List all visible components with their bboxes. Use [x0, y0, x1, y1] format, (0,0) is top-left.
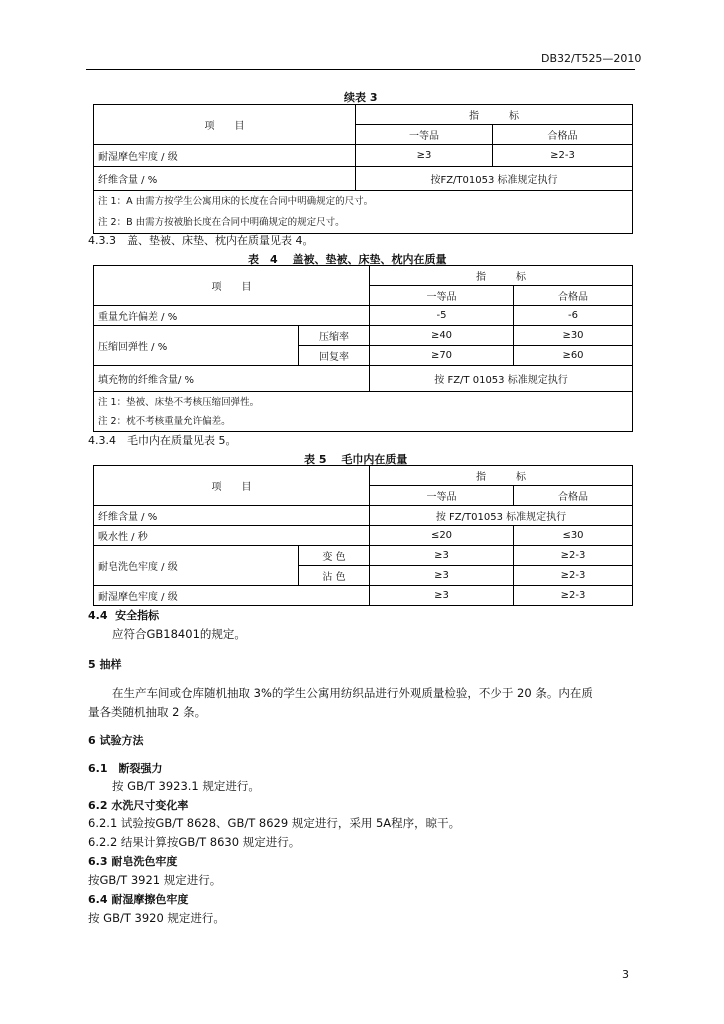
table4	[93, 265, 633, 432]
section-4-4-body: 应符合GB18401的规定。	[112, 627, 246, 641]
table-cell: 变 色	[299, 546, 370, 566]
table5-item-header: 项 目	[94, 466, 370, 506]
table3-index-header: 指 标	[356, 105, 633, 125]
table3-notes	[94, 191, 633, 234]
table3	[93, 104, 633, 234]
table-cell: ≥3	[370, 586, 514, 606]
table5-grade2: 合格品	[514, 486, 633, 506]
table-note: 注 2：B 由需方按被胎长度在合同中明确规定的规定尺寸。	[98, 217, 345, 228]
table-cell: ≤30	[514, 526, 633, 546]
section-6-2-heading: 6.2 水洗尺寸变化率	[88, 799, 189, 812]
table-cell: ≥3	[370, 566, 514, 586]
table3-grade1: 一等品	[356, 125, 493, 145]
table-cell: ≥3	[370, 546, 514, 566]
section-6-heading: 6 试验方法	[88, 734, 144, 747]
table-cell: 压缩率	[299, 326, 370, 346]
table5-grade1: 一等品	[370, 486, 514, 506]
section-5-body-line2: 量各类随机抽取 2 条。	[88, 705, 207, 719]
section-5-heading: 5 抽样	[88, 658, 122, 671]
section-6-3-heading: 6.3 耐皂洗色牢度	[88, 855, 178, 868]
table-cell: ≥30	[514, 326, 633, 346]
table4-notes	[94, 392, 633, 432]
section-6-4-heading: 6.4 耐湿摩擦色牢度	[88, 893, 189, 906]
table3-caption: 续表 3	[344, 91, 378, 104]
table-cell: 纤维含量 / %	[94, 506, 370, 526]
header-rule	[86, 69, 635, 70]
table-note: 注 1：A 由需方按学生公寓用床的长度在合同中明确规定的尺寸。	[98, 196, 374, 207]
table-cell: 沾 色	[299, 566, 370, 586]
table-cell: ≥2-3	[514, 586, 633, 606]
table-cell: 耐皂洗色牢度 / 级	[94, 546, 299, 586]
section-6-1-heading: 6.1 断裂强力	[88, 762, 163, 775]
section-title: 安全指标	[115, 609, 160, 622]
page-number: 3	[622, 968, 629, 981]
table-note: 注 2：枕不考核重量允许偏差。	[98, 415, 231, 427]
table-cell: 吸水性 / 秒	[94, 526, 370, 546]
table-cell: -5	[370, 306, 514, 326]
table4-grade1: 一等品	[370, 286, 514, 306]
table4-index-header: 指 标	[370, 266, 633, 286]
section-6-1-body: 按 GB/T 3923.1 规定进行。	[112, 779, 260, 793]
doc-code: DB32/T525—2010	[541, 52, 642, 65]
section-4-3-3: 4.3.3 盖、垫被、床垫、枕内在质量见表 4。	[88, 234, 314, 247]
section-6-3-body: 按GB/T 3921 规定进行。	[88, 873, 222, 887]
table-cell: ≥3	[356, 145, 493, 167]
section-6-2-1: 6.2.1 试验按GB/T 8628、GB/T 8629 规定进行，采用 5A程序，晾干。	[88, 816, 461, 830]
table-cell: ≥2-3	[514, 566, 633, 586]
table-cell: ≥60	[514, 346, 633, 366]
table-cell: 耐湿摩色牢度 / 级	[94, 586, 370, 606]
table4-item-header: 项 目	[94, 266, 370, 306]
section-number: 4.4	[88, 609, 108, 622]
section-4-4-heading	[88, 607, 159, 623]
table-cell: ≥40	[370, 326, 514, 346]
table4-caption: 表 4 盖被、垫被、床垫、枕内在质量	[248, 253, 447, 266]
table-cell: 填充物的纤维含量/ %	[94, 366, 370, 392]
table-note: 注 1：垫被、床垫不考核压缩回弹性。	[98, 396, 260, 408]
table-cell: ≥70	[370, 346, 514, 366]
table-cell: 压缩回弹性 / %	[94, 326, 299, 366]
table-cell: ≤20	[370, 526, 514, 546]
table-cell: 纤维含量 / %	[94, 167, 356, 191]
section-5-body-line1: 在生产车间或仓库随机抽取 3%的学生公寓用纺织品进行外观质量检验，不少于 20 条。内在质	[112, 686, 593, 700]
table-cell: 回复率	[299, 346, 370, 366]
table-cell: ≥2-3	[493, 145, 633, 167]
table5	[93, 465, 633, 606]
table-cell: 耐湿摩色牢度 / 级	[94, 145, 356, 167]
table4-grade2: 合格品	[514, 286, 633, 306]
table-cell: -6	[514, 306, 633, 326]
table-cell: 按 FZ/T01053 标准规定执行	[370, 506, 633, 526]
table-cell: 按FZ/T01053 标准规定执行	[356, 167, 633, 191]
table5-caption: 表 5 毛巾内在质量	[304, 453, 408, 466]
table5-index-header: 指 标	[370, 466, 633, 486]
table3-item-header: 项 目	[94, 105, 356, 145]
table-cell: 重量允许偏差 / %	[94, 306, 370, 326]
section-4-3-4: 4.3.4 毛巾内在质量见表 5。	[88, 434, 237, 447]
table3-grade2: 合格品	[493, 125, 633, 145]
table-cell: ≥2-3	[514, 546, 633, 566]
section-6-2-2: 6.2.2 结果计算按GB/T 8630 规定进行。	[88, 835, 301, 849]
section-6-4-body: 按 GB/T 3920 规定进行。	[88, 911, 225, 925]
table-cell: 按 FZ/T 01053 标准规定执行	[370, 366, 633, 392]
